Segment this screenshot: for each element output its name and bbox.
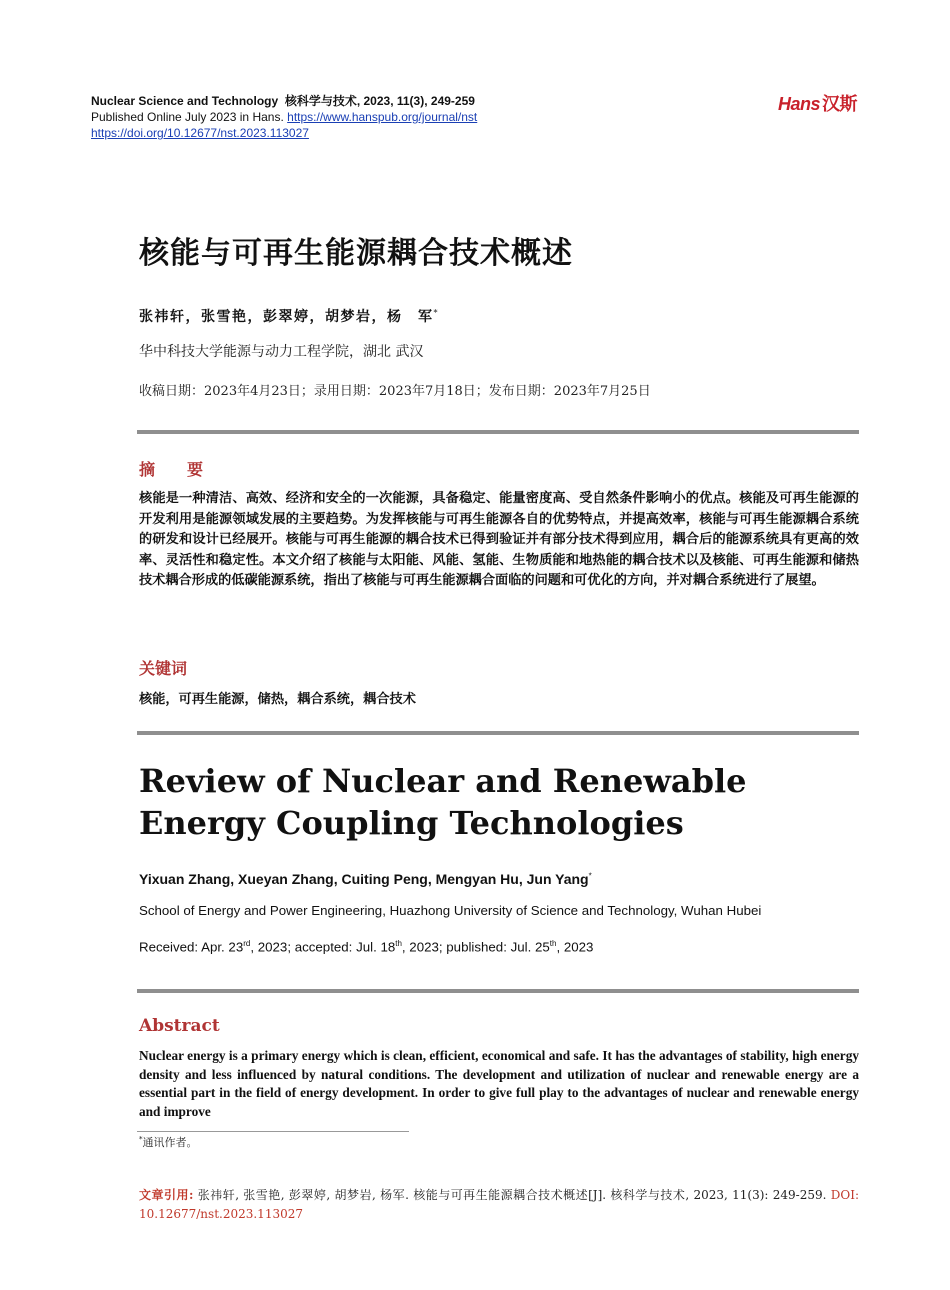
journal-reference: 核科学与技术, 2023, 11(3), 249-259 <box>284 94 475 108</box>
publication-note: Published Online July 2023 in Hans. <box>91 110 284 124</box>
chinese-abstract-heading: 摘 要 <box>139 460 212 479</box>
corresponding-mark: * <box>588 871 592 881</box>
footnote-text: 通讯作者。 <box>142 1136 198 1149</box>
chinese-affiliation: 华中科技大学能源与动力工程学院，湖北 武汉 <box>139 344 424 360</box>
footnote-mark: * <box>139 1135 143 1144</box>
ordinal-suffix: rd <box>243 939 251 948</box>
chinese-dates: 收稿日期：2023年4月23日；录用日期：2023年7月18日；发布日期：2023年7月25日 <box>139 384 651 399</box>
english-authors <box>139 871 592 887</box>
english-dates <box>139 939 593 954</box>
chinese-keywords-heading: 关键词 <box>139 659 188 678</box>
received-date: Received: Apr. 23 <box>139 939 244 955</box>
logo-text-cn: 汉斯 <box>822 94 858 114</box>
doi-link[interactable]: https://doi.org/10.12677/nst.2023.113027 <box>91 126 309 140</box>
corresponding-mark: * <box>433 308 439 318</box>
citation <box>139 1186 859 1224</box>
logo-text-en: Hans <box>778 94 821 114</box>
year: , 2023 <box>556 939 594 955</box>
section-divider <box>137 989 859 993</box>
ordinal-suffix: th <box>549 939 557 948</box>
journal-header <box>91 93 477 141</box>
english-abstract: Nuclear energy is a primary energy which is clean, efficient, economical and safe. It has the advantages of stability, high energy density and less influenced by natural conditions. The development and utilization of nuclear and renewable energy are a essential part in the field of energy development. In order to give full play to the advantages of nuclear and renewable energy and improve <box>139 1048 859 1119</box>
ordinal-suffix: th <box>395 939 402 948</box>
english-author-list: Yixuan Zhang, Xueyan Zhang, Cuiting Peng, Mengyan Hu, Jun Yang <box>139 871 589 887</box>
english-affiliation: School of Energy and Power Engineering, Huazhong University of Science and Technology, Wuhan Hubei <box>139 903 762 918</box>
section-divider <box>137 430 859 434</box>
chinese-authors <box>139 306 439 326</box>
chinese-abstract: 核能是一种清洁、高效、经济和安全的一次能源，具备稳定、能量密度高、受自然条件影响小的优点。核能及可再生能源的开发利用是能源领域发展的主要趋势。为发挥核能与可再生能源各自的优势特点，并提高效率，核能与可再生能源耦合系统的研发和设计已经展开。核能与可再生能源的耦合技术已得到验证并有部分技术得到应用，耦合后的能源系统具有更高的效率、灵活性和稳定性。本文介绍了核能与太阳能、风能、氢能、生物质能和地热能的耦合技术以及核能、可再生能源和储热技术耦合形成的低碳能源系统，指出了核能与可再生能源耦合面临的问题和可优化的方向，并对耦合系统进行了展望。 <box>139 491 859 588</box>
journal-link[interactable]: https://www.hanspub.org/journal/nst <box>287 110 478 124</box>
chinese-author-list: 张祎轩，张雪艳，彭翠婷，胡梦岩，杨 军 <box>139 309 434 325</box>
citation-text: 张祎轩, 张雪艳, 彭翠婷, 胡梦岩, 杨军. 核能与可再生能源耦合技术概述[J]. 核科学与技术, 2023, 11(3): 249-259. <box>193 1188 831 1202</box>
footnote-divider <box>137 1131 409 1132</box>
citation-label: 文章引用: <box>139 1188 194 1202</box>
chinese-keywords: 核能，可再生能源，储热，耦合系统，耦合技术 <box>139 692 416 707</box>
english-abstract-heading: Abstract <box>139 1016 220 1036</box>
footnote <box>139 1134 198 1150</box>
journal-name: Nuclear Science and Technology <box>91 94 279 108</box>
section-divider <box>137 731 859 735</box>
published-date: , 2023; published: Jul. 25 <box>401 939 550 955</box>
chinese-title: 核能与可再生能源耦合技术概述 <box>139 236 573 271</box>
accepted-date: , 2023; accepted: Jul. 18 <box>250 939 396 955</box>
english-title: Review of Nuclear and Renewable Energy Coupling Technologies <box>139 762 747 842</box>
hans-logo <box>778 90 857 116</box>
citation-doi[interactable]: DOI: 10.12677/nst.2023.113027 <box>139 1188 859 1221</box>
